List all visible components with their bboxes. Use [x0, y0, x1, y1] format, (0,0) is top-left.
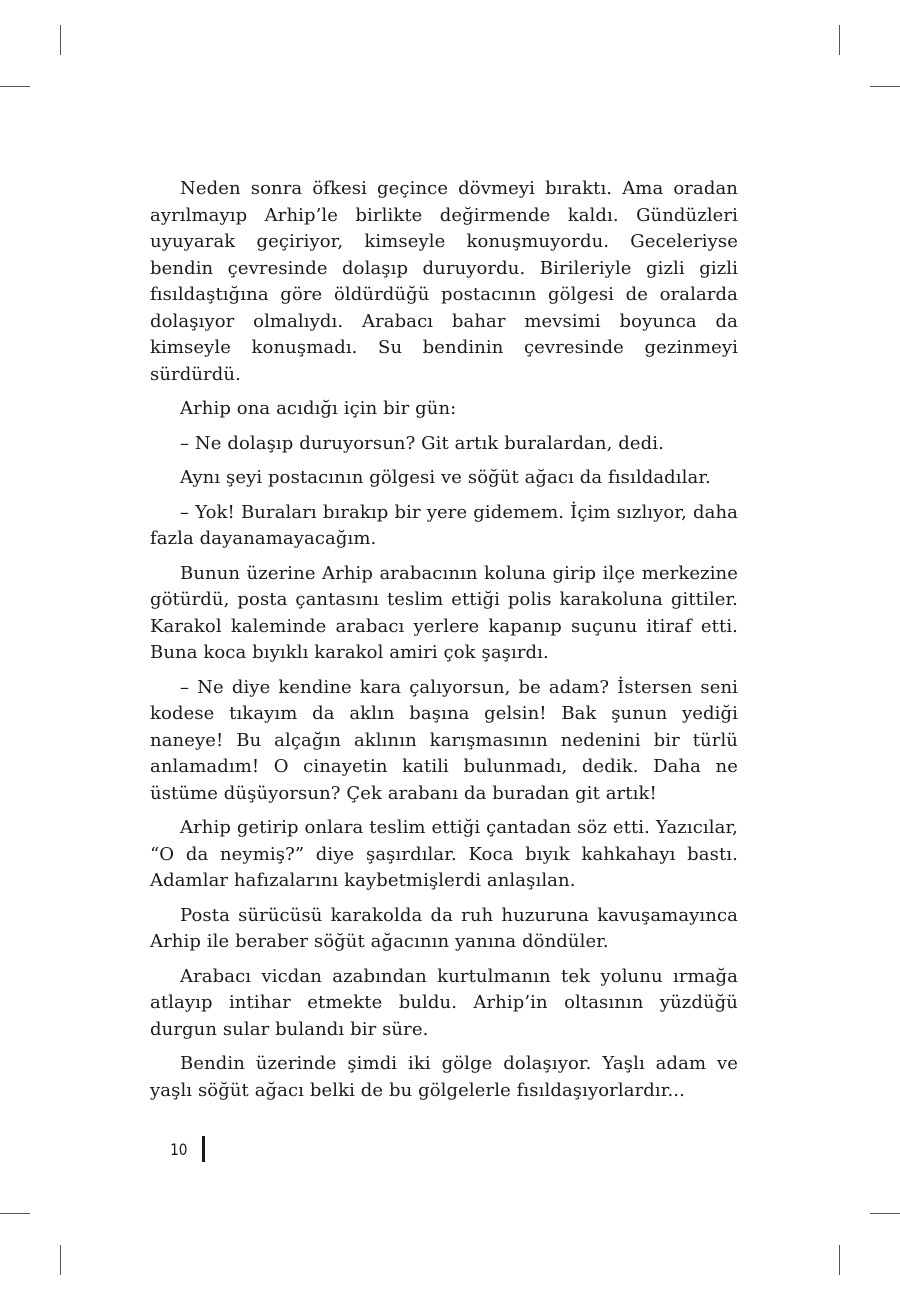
- paragraph: Arabacı vicdan azabından kurtulmanın tek yolunu ırmağa atlayıp intihar etmekte buldu. Arhip’in oltasının yüzdüğü durgun sular bulandı bir süre.: [150, 965, 738, 1040]
- crop-mark-bottom-left-horizontal: [0, 1213, 30, 1214]
- paragraph: – Yok! Buraları bırakıp bir yere gidemem. İçim sızlıyor, daha fazla dayanamayacağım.: [150, 501, 738, 549]
- paragraph: Posta sürücüsü karakolda da ruh huzuruna kavuşamayınca Arhip ile beraber söğüt ağacının yanına döndüler.: [150, 904, 738, 952]
- page-body: [150, 176, 738, 1112]
- page-footer: [150, 1134, 205, 1164]
- paragraph: Neden sonra öfkesi geçince dövmeyi bıraktı. Ama oradan ayrılmayıp Arhip’le birlikte değirmende kaldı. Gündüzleri uyuyarak geçiriyor, kimseyle konuşmuyordu. Geceleriyse bendin çevresinde dolaşıp duruyordu. Birileriyle gizli gizli fısıldaştığına göre öldürdüğü postacının gölgesi de oralarda dolaşıyor olmalıydı. Arabacı bahar mevsimi boyunca da kimseyle konuşmadı. Su bendinin çevresinde gezinmeyi sürdürdü.: [150, 178, 738, 385]
- crop-mark-bottom-left-vertical: [60, 1245, 61, 1275]
- crop-mark-bottom-right-vertical: [839, 1245, 840, 1275]
- paragraph: – Ne diye kendine kara çalıyorsun, be adam? İstersen seni kodese tıkayım da aklın başına gelsin! Bak şunun yediği naneye! Bu alçağın aklının karışmasının nedenini bir türlü anlamadım! O cinayetin katili bulunmadı, dedik. Daha ne üstüme düşüyorsun? Çek arabanı da buradan git artık!: [150, 676, 738, 804]
- crop-mark-top-left-vertical: [60, 25, 61, 55]
- paragraph: – Ne dolaşıp duruyorsun? Git artık buralardan, dedi.: [180, 432, 664, 454]
- crop-mark-top-left-horizontal: [0, 86, 30, 87]
- paragraph: Bendin üzerinde şimdi iki gölge dolaşıyor. Yaşlı adam ve yaşlı söğüt ağacı belki de bu gölgelerle fısıldaşıyorlardır...: [150, 1053, 738, 1101]
- paragraph: Bunun üzerine Arhip arabacının koluna girip ilçe merkezine götürdü, posta çantasını teslim ettiği polis karakoluna gittiler. Karakol kaleminde arabacı yerlere kapanıp suçunu itiraf etti. Buna koca bıyıklı karakol amiri çok şaşırdı.: [150, 562, 738, 663]
- paragraph: Aynı şeyi postacının gölgesi ve söğüt ağacı da fısıldadılar.: [180, 467, 711, 488]
- crop-mark-bottom-right-horizontal: [870, 1213, 900, 1214]
- page-number: 10: [170, 1139, 188, 1159]
- footer-rule: [202, 1136, 205, 1162]
- paragraph: Arhip getirip onlara teslim ettiği çantadan söz etti. Yazıcılar, “O da neymiş?” diye şaşırdılar. Koca bıyık kahkahayı bastı. Adamlar hafızalarını kaybetmişlerdi anlaşılan.: [150, 817, 738, 891]
- crop-mark-top-right-horizontal: [870, 86, 900, 87]
- paragraph: Arhip ona acıdığı için bir gün:: [180, 398, 457, 419]
- crop-mark-top-right-vertical: [839, 25, 840, 55]
